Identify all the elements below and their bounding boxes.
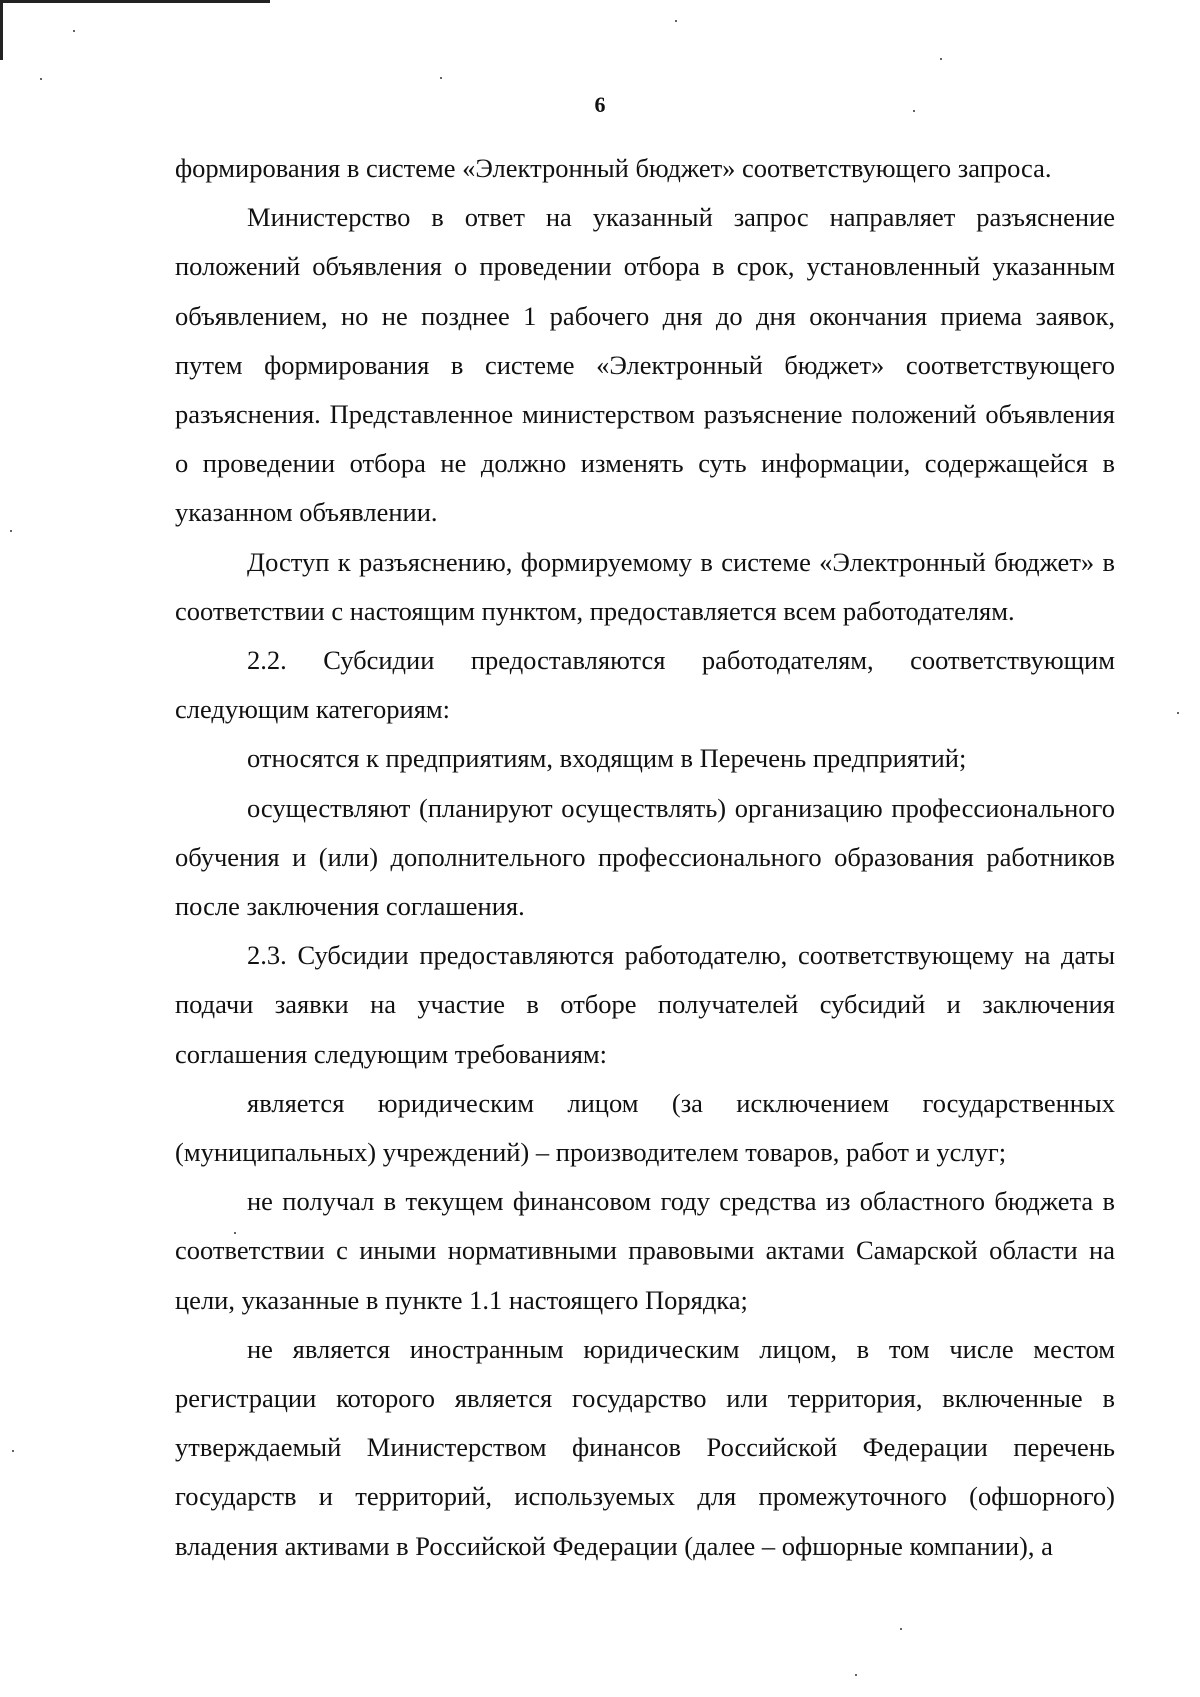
paragraph-clause-2-2: 2.2. Субсидии предоставляются работодателям, соответствующим следующим категориям: [175,645,1115,725]
paragraph-access-to-clarification: Доступ к разъяснению, формируемому в системе «Электронный бюджет» в соответствии с настоящим пунктом, предоставляется всем работодателям. [175,546,1115,626]
paragraph-requirement-legal-entity: является юридическим лицом (за исключением государственных (муниципальных) учреждений) – производителем товаров, работ и услуг; [175,1087,1115,1168]
scan-speck [12,1450,14,1452]
scan-speck [10,530,12,532]
paragraph-clause-2-3: 2.3. Субсидии предоставляются работодателю, соответствующему на даты подачи заявки на участие в отборе получателей субсидий и заключения соглашения следующим требованиям: [175,940,1115,1069]
scan-speck [855,1674,857,1676]
scan-speck [440,77,442,79]
scan-speck [900,1628,902,1630]
page-number: 6 [594,92,606,117]
paragraph-ministry-response: Министерство в ответ на указанный запрос направляет разъяснение положений объявления о проведении отбора в срок, установленный указанным объявлением, но не позднее 1 рабочего дня до дня окончания приема заявок, путем формирования в системе «Электронный бюджет» соответствующего разъяснения. Представленное министерством разъяснение положений объявления о проведении отбора не должно изменять суть информации, содержащейся в указанном объявлении. [175,202,1115,528]
scan-speck [73,30,75,32]
scan-speck [940,58,942,60]
paragraph-category-training: осуществляют (планируют осуществлять) организацию профессионального обучения и (или) дополнительного профессионального образования работников после заключения соглашения. [175,792,1115,922]
paragraph-requirement-no-funds: не получал в текущем финансовом году средства из областного бюджета в соответствии с иными нормативными правовыми актами Самарской области на цели, указанные в пункте 1.1 настоящего Порядка; [175,1186,1115,1315]
paragraph-category-enterprises: относятся к предприятиям, входящим в Перечень предприятий; [247,743,967,774]
scan-edge-left [0,0,3,60]
scan-speck [675,20,677,22]
scan-edge-top [0,0,270,3]
document-body [175,144,1115,1571]
paragraph-continuation: формирования в системе «Электронный бюджет» соответствующего запроса. [175,153,1052,183]
scan-speck [1177,712,1179,714]
scan-speck [40,78,42,80]
paragraph-requirement-not-foreign: не является иностранным юридическим лицом, в том числе местом регистрации которого является государство или территория, включенные в утверждаемый Министерством финансов Российской Федерации перечень государств и территорий, используемых для промежуточного (офшорного) владения активами в Российской Федерации (далее – офшорные компании), а [175,1333,1115,1561]
